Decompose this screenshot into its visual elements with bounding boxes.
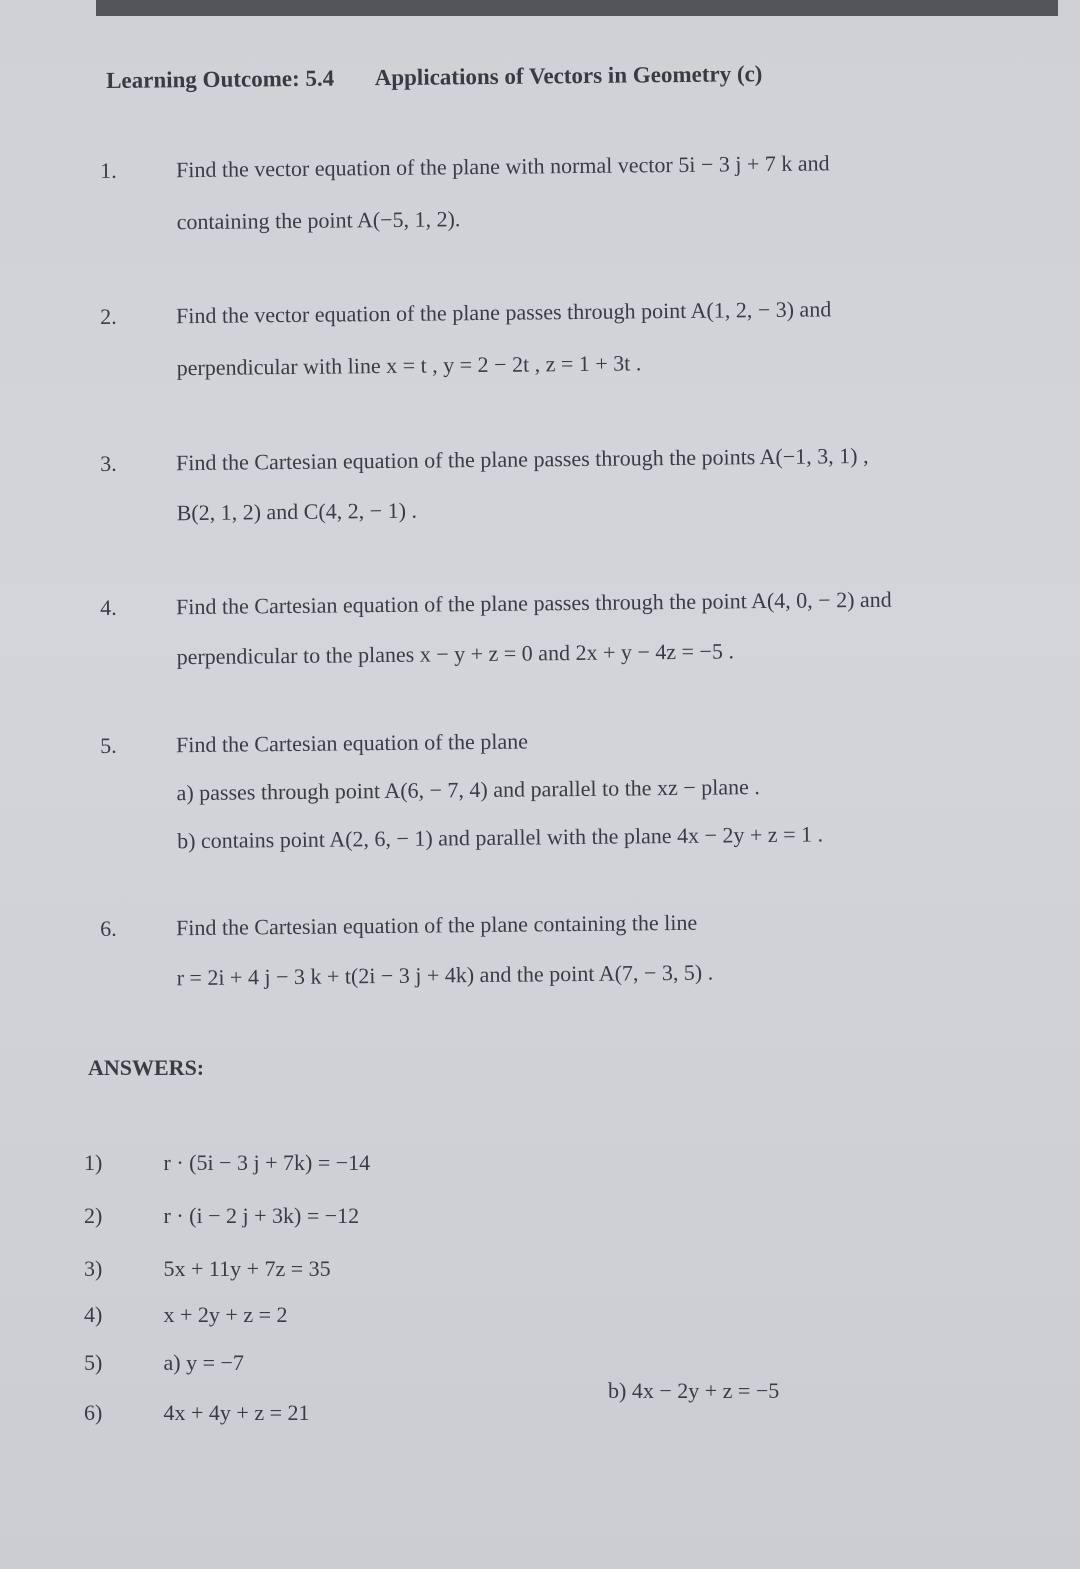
question-number: 5. bbox=[99, 732, 117, 758]
answer-text: r · (5i − 3 j + 7k) = −14 bbox=[163, 1150, 371, 1175]
answer-5b: b) 4x − 2y + z = −5 bbox=[608, 1378, 780, 1403]
question-number: 1. bbox=[99, 157, 117, 183]
question-number: 3. bbox=[99, 450, 117, 476]
question-number: 6. bbox=[99, 915, 117, 941]
question-line: perpendicular with line x = t , y = 2 − 2t , z = 1 + 3t . bbox=[176, 350, 642, 381]
answer-text: 4x + 4y + z = 21 bbox=[163, 1400, 310, 1425]
question-line: Find the vector equation of the plane with normal vector 5i − 3 j + 7 k and bbox=[175, 150, 830, 183]
question-2 bbox=[99, 296, 1030, 381]
answer-5 bbox=[84, 1350, 244, 1376]
answer-text: 5x + 11y + 7z = 35 bbox=[163, 1256, 331, 1281]
answer-3 bbox=[84, 1256, 331, 1282]
question-number: 4. bbox=[99, 594, 117, 620]
answer-2 bbox=[84, 1203, 359, 1229]
question-line: Find the vector equation of the plane passes through point A(1, 2, − 3) and bbox=[175, 296, 832, 329]
question-1 bbox=[99, 150, 1030, 235]
answer-number: 4) bbox=[84, 1302, 103, 1327]
answer-number: 2) bbox=[84, 1203, 103, 1228]
question-line: perpendicular to the planes x − y + z = 0 and 2x + y − 4z = −5 . bbox=[176, 638, 735, 670]
answer-number: 6) bbox=[84, 1400, 103, 1425]
question-line: Find the Cartesian equation of the plane passes through the points A(−1, 3, 1) , bbox=[175, 442, 869, 476]
question-line: Find the Cartesian equation of the plane containing the line bbox=[175, 909, 698, 941]
answer-text: a) y = −7 bbox=[163, 1350, 244, 1375]
answer-6 bbox=[84, 1400, 310, 1426]
question-line: Find the Cartesian equation of the plane bbox=[175, 728, 529, 758]
page-title bbox=[106, 61, 763, 94]
question-6 bbox=[99, 908, 1030, 991]
question-line: r = 2i + 4 j − 3 k + t(2i − 3 j + 4k) and the point A(7, − 3, 5) . bbox=[176, 959, 714, 991]
answer-number: 1) bbox=[84, 1150, 103, 1175]
answer-text: r · (i − 2 j + 3k) = −12 bbox=[163, 1203, 360, 1228]
question-line: B(2, 1, 2) and C(4, 2, − 1) . bbox=[176, 497, 418, 526]
question-4 bbox=[99, 586, 1030, 670]
question-line: Find the Cartesian equation of the plane passes through the point A(4, 0, − 2) and bbox=[175, 586, 892, 620]
answer-text: x + 2y + z = 2 bbox=[163, 1302, 288, 1327]
question-5 bbox=[99, 725, 1030, 854]
answer-number: 3) bbox=[84, 1256, 103, 1281]
learning-outcome-label: Learning Outcome: 5.4 bbox=[106, 65, 335, 93]
question-part-a: a) passes through point A(6, − 7, 4) and parallel to the xz − plane . bbox=[176, 774, 760, 806]
question-number: 2. bbox=[99, 303, 117, 329]
answer-4 bbox=[84, 1302, 288, 1328]
topic-title: Applications of Vectors in Geometry (c) bbox=[374, 61, 763, 91]
answer-1 bbox=[84, 1150, 370, 1176]
question-line: containing the point A(−5, 1, 2). bbox=[176, 206, 461, 235]
question-3 bbox=[99, 442, 1030, 526]
answer-number: 5) bbox=[84, 1350, 103, 1375]
question-part-b: b) contains point A(2, 6, − 1) and parallel with the plane 4x − 2y + z = 1 . bbox=[176, 821, 824, 854]
answers-heading: ANSWERS: bbox=[88, 1055, 205, 1080]
